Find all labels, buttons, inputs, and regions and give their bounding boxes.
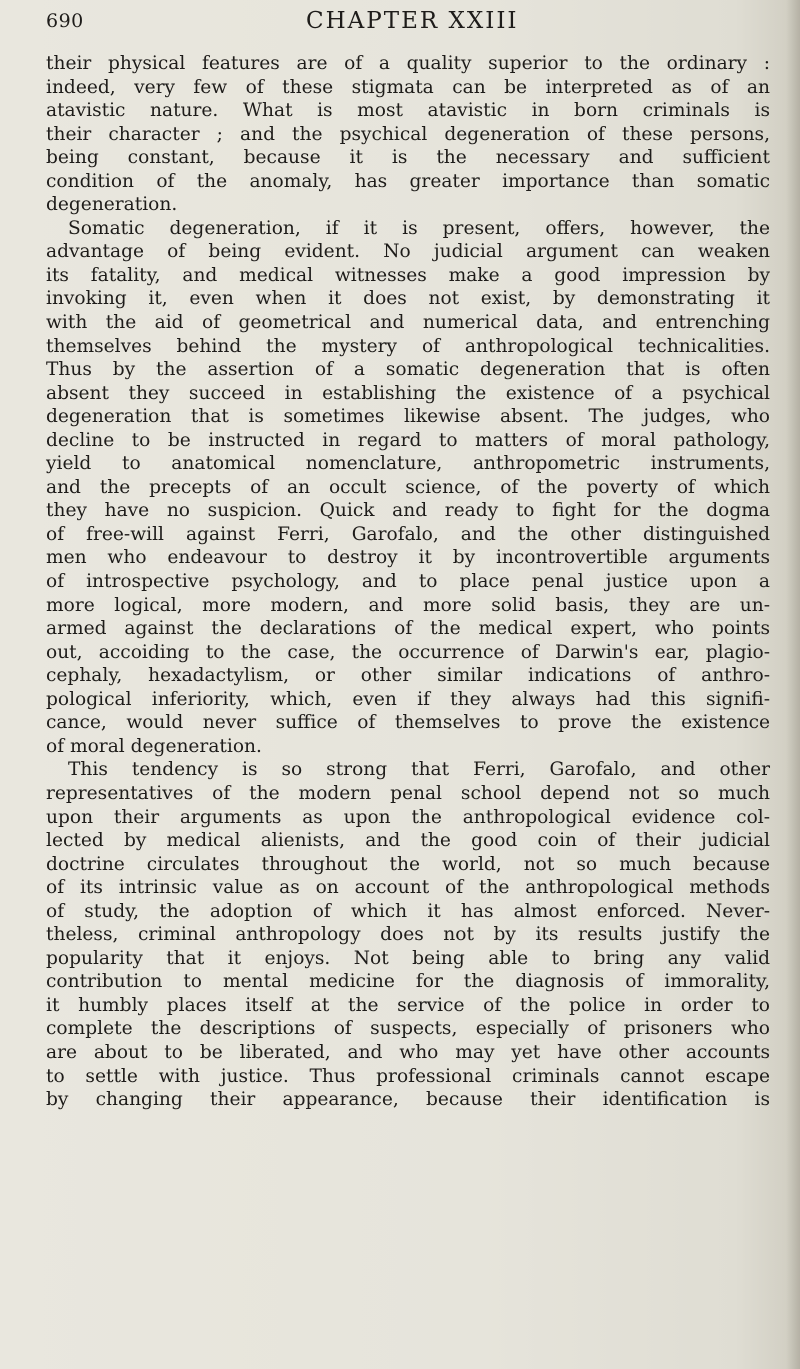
text-line: their physical features are of a quality superior to the ordinary : — [46, 53, 770, 74]
text-line: doctrine circulates throughout the world, not so much because — [46, 853, 770, 875]
text-line: degeneration. — [46, 194, 178, 216]
text-line: of free-will against Ferri, Garofalo, and the other distinguished — [46, 523, 770, 545]
text-line: invoking it, even when it does not exist, by demonstrating it — [46, 288, 770, 310]
text-line: of moral degeneration. — [46, 735, 262, 757]
text-line: contribution to mental medicine for the diagnosis of immorality, — [46, 971, 770, 993]
text-line: popularity that it enjoys. Not being able to bring any valid — [46, 947, 770, 969]
text-line: being constant, because it is the necessary and sufficient — [46, 147, 770, 169]
text-line: upon their arguments as upon the anthropological evidence col- — [46, 806, 770, 828]
text-line: This tendency is so strong that Ferri, Garofalo, and other — [68, 759, 770, 781]
text-line: complete the descriptions of suspects, especially of prisoners who — [46, 1018, 770, 1040]
text-line: lected by medical alienists, and the good coin of their judicial — [46, 830, 770, 852]
text-line: more logical, more modern, and more solid basis, they are un- — [46, 594, 770, 616]
text-line: Somatic degeneration, if it is present, offers, however, the — [68, 217, 770, 239]
text-line: of its intrinsic value as on account of the anthropological methods — [46, 877, 770, 899]
text-line: are about to be liberated, and who may yet have other accounts — [46, 1041, 770, 1063]
text-line: of introspective psychology, and to place penal justice upon a — [46, 571, 770, 593]
text-line: advantage of being evident. No judicial argument can weaken — [46, 241, 770, 263]
text-line: Thus by the assertion of a somatic degeneration that is often — [46, 359, 770, 381]
text-line: and the precepts of an occult science, of the poverty of which — [46, 476, 770, 498]
text-line: atavistic nature. What is most atavistic in born criminals is — [46, 100, 770, 122]
text-line: degeneration that is sometimes likewise absent. The judges, who — [46, 406, 770, 428]
text-line: yield to anatomical nomenclature, anthropometric instruments, — [46, 453, 770, 475]
text-line: condition of the anomaly, has greater importance than somatic — [46, 170, 770, 192]
text-line: of study, the adoption of which it has almost enforced. Never- — [46, 900, 770, 922]
page-edge-shadow — [786, 0, 800, 1369]
text-line: men who endeavour to destroy it by incontrovertible arguments — [46, 547, 770, 569]
text-line: absent they succeed in establishing the existence of a psychical — [46, 382, 770, 404]
page-number: 690 — [46, 10, 84, 32]
text-line: with the aid of geometrical and numerical data, and entrenching — [46, 312, 770, 334]
text-line: it humbly places itself at the service of the police in order to — [46, 994, 770, 1016]
text-line: themselves behind the mystery of anthropological technicalities. — [46, 335, 770, 357]
text-line: its fatality, and medical witnesses make a good impression by — [46, 264, 770, 286]
text-line: to settle with justice. Thus professional criminals cannot escape — [46, 1065, 770, 1087]
text-line: cance, would never suffice of themselves to prove the existence — [46, 712, 770, 734]
text-line: they have no suspicion. Quick and ready to fight for the dogma — [46, 500, 770, 522]
text-line: their character ; and the psychical degeneration of these persons, — [46, 123, 770, 145]
text-line: theless, criminal anthropology does not by its results justify the — [46, 924, 770, 946]
text-line: representatives of the modern penal school depend not so much — [46, 782, 770, 804]
text-line: decline to be instructed in regard to matters of moral pathology, — [46, 429, 770, 451]
text-line: indeed, very few of these stigmata can be interpreted as of an — [46, 76, 770, 98]
text-line: pological inferiority, which, even if they always had this signifi- — [46, 688, 770, 710]
text-line: out, accoiding to the case, the occurrence of Darwin's ear, plagio- — [46, 641, 770, 663]
chapter-heading: CHAPTER XXIII — [306, 8, 519, 34]
body-text — [46, 52, 770, 1112]
running-head — [0, 6, 800, 36]
text-line: armed against the declarations of the medical expert, who points — [46, 618, 770, 640]
text-line: by changing their appearance, because their identification is — [46, 1089, 770, 1111]
text-line: cephaly, hexadactylism, or other similar indications of anthro- — [46, 665, 770, 687]
